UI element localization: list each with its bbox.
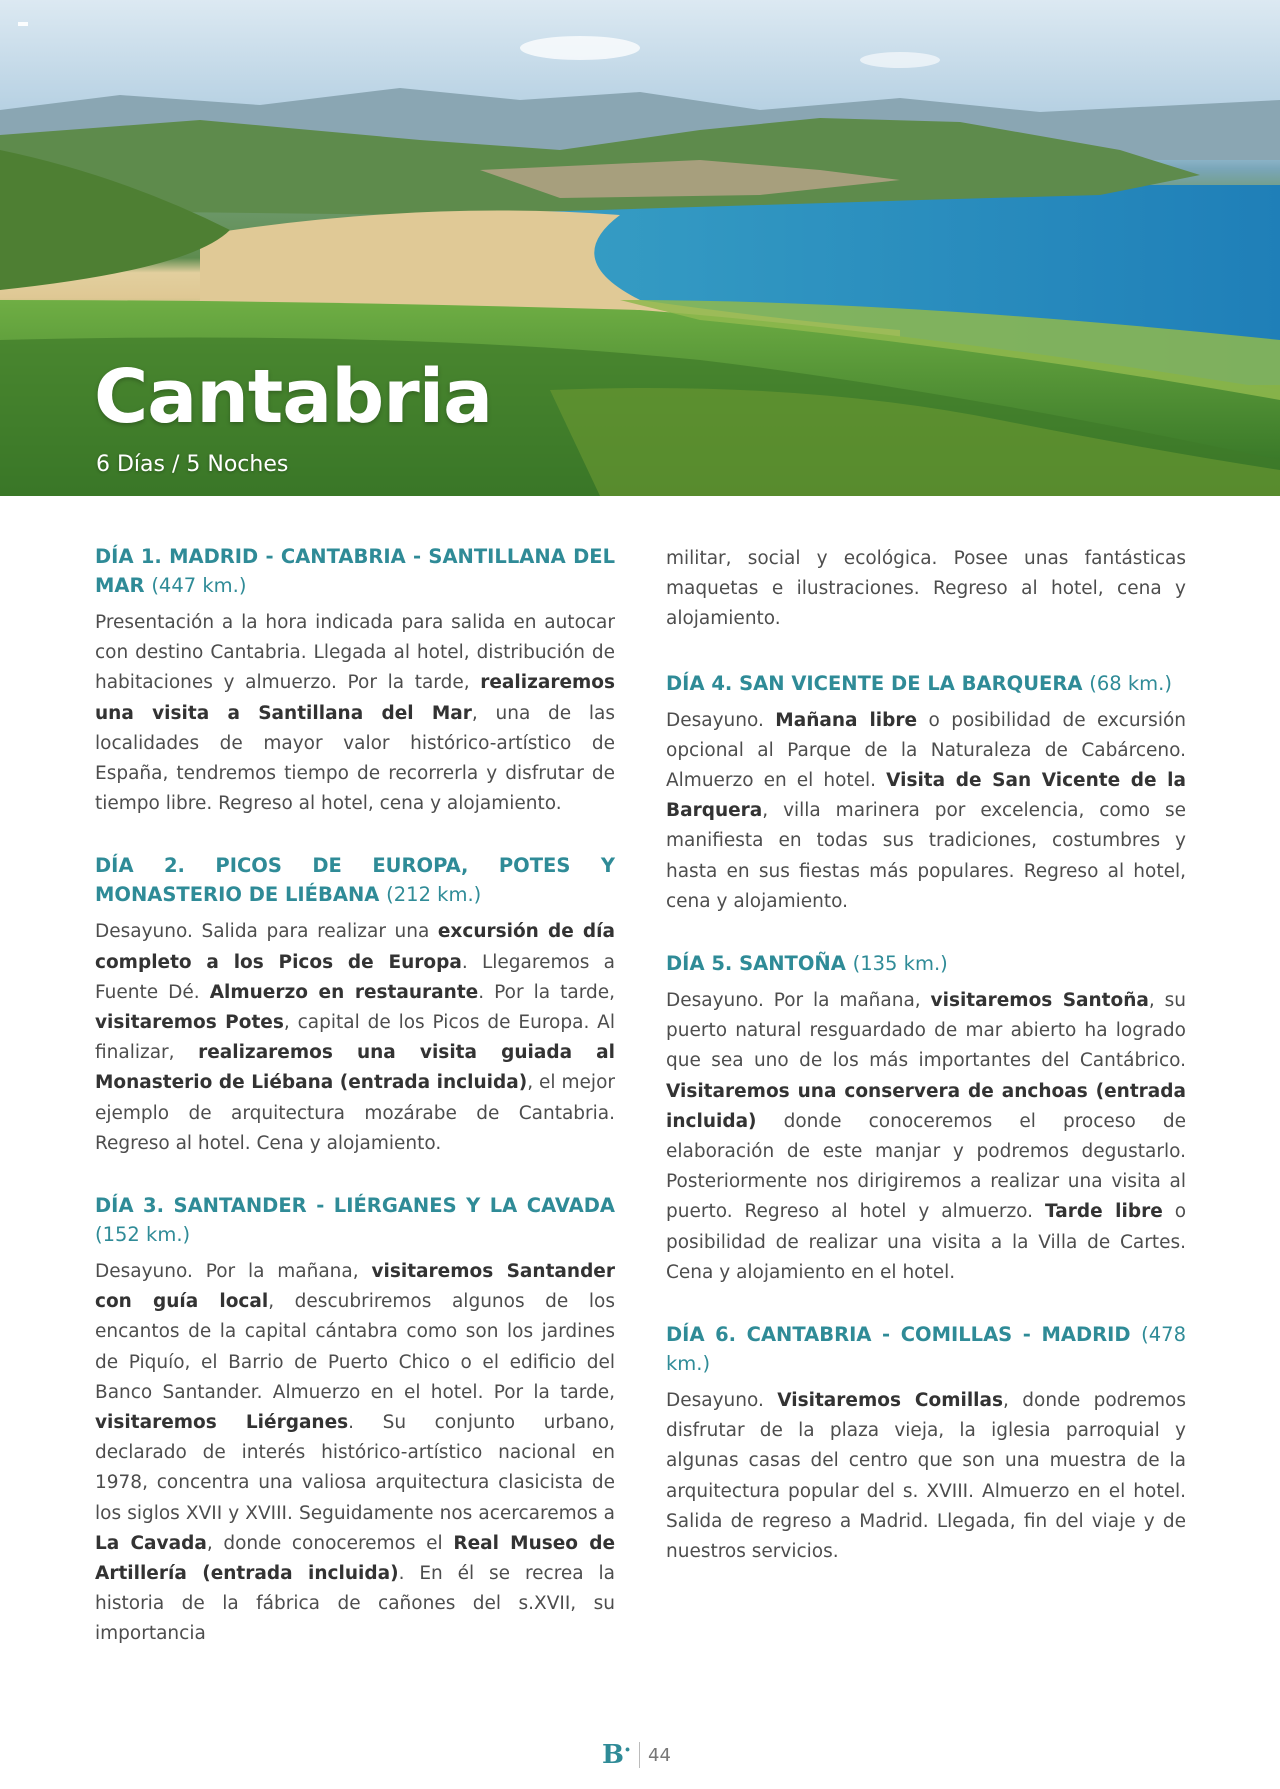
highlighted-text: visitaremos Potes	[95, 1012, 284, 1034]
day-distance: (68 km.)	[1089, 671, 1172, 695]
body-text: militar, social y ecológica. Posee unas fantásticas maquetas e ilustraciones. Regreso al hotel, cena y alojamiento.	[666, 548, 1186, 630]
body-text: o posibilidad de excursión opcional al Parque de la Naturaleza de Cabárceno. Almuerzo en el hotel.	[666, 709, 1186, 792]
highlighted-text: Visitaremos Comillas	[777, 1390, 1004, 1412]
highlighted-text: visitaremos Santoña	[930, 990, 1149, 1012]
day-heading	[666, 669, 1186, 698]
highlighted-text: visitaremos Liérganes	[95, 1412, 349, 1434]
day-5-section	[666, 949, 1186, 1288]
highlighted-text: realizaremos una visita guiada al Monasterio de Liébana (entrada incluida)	[95, 1042, 615, 1094]
day-1-section	[95, 542, 615, 819]
body-text: o posibilidad de realizar una visita a la Villa de Cartes. Cena y alojamiento en el hotel.	[666, 1201, 1187, 1283]
day-heading	[666, 949, 1186, 978]
day-distance: (212 km.)	[386, 883, 482, 907]
footer-divider	[639, 1742, 640, 1768]
day-title: DÍA 5. SANTOÑA	[666, 952, 846, 976]
day-title: DÍA 4. SAN VICENTE DE LA BARQUERA	[666, 671, 1083, 695]
body-text: , el mejor ejemplo de arquitectura mozárabe de Cantabria. Regreso al hotel. Cena y alojamiento.	[95, 1072, 615, 1154]
brand-logo: B•	[602, 1740, 632, 1770]
left-column	[95, 542, 615, 1682]
highlighted-text: excursión de día completo a los Picos de Europa	[95, 921, 615, 973]
body-text: , una de las localidades de mayor valor histórico-artístico de España, tendremos tiempo de recorrerla y disfrutar de tiempo libre. Regreso al hotel, cena y alojamiento.	[95, 702, 615, 815]
body-text: Desayuno.	[666, 709, 776, 731]
day-description	[95, 608, 615, 819]
corner-mark	[18, 22, 28, 26]
body-text: donde conoceremos el proceso de elaboración de este manjar y podremos degustarlo. Posteriormente nos dirigiremos a realizar una visita al puerto. Regreso al hotel y almuerzo.	[666, 1110, 1186, 1223]
day-title: DÍA 1. MADRID - CANTABRIA - SANTILLANA DEL MAR	[95, 545, 615, 597]
day-description	[95, 917, 615, 1159]
day-description-continued	[666, 544, 1186, 635]
day-2-section	[95, 851, 615, 1159]
body-text: . Por la tarde,	[478, 981, 615, 1003]
body-text: , donde podremos disfrutar de la plaza vieja, la iglesia parroquial y algunas casas del centro que son una muestra de la arquitectura popular del s. XVIII. Almuerzo en el hotel. Salida de regreso a Madrid. Llegada, fin del viaje y de nuestros servicios.	[666, 1390, 1186, 1563]
highlighted-text: Almuerzo en restaurante	[209, 981, 479, 1003]
day-title: DÍA 6. CANTABRIA - COMILLAS - MADRID	[666, 1323, 1131, 1347]
highlighted-text: visitaremos Santander con guía local	[95, 1261, 615, 1313]
day-distance: (447 km.)	[151, 574, 247, 597]
page-subtitle: 6 Días / 5 Noches	[96, 452, 289, 477]
day-6-section	[666, 1320, 1186, 1567]
body-text: , descubriremos algunos de los encantos de la capital cántabra como son los jardines de Piquío, el Barrio de Puerto Chico o el edificio del Banco Santander. Almuerzo en el hotel. Por la tarde,	[95, 1291, 615, 1403]
day-distance: (152 km.)	[95, 1223, 191, 1247]
day-title: DÍA 2. PICOS DE EUROPA, POTES Y MONASTERIO DE LIÉBANA	[95, 854, 615, 907]
day-distance: (135 km.)	[852, 952, 948, 976]
highlighted-text: Mañana libre	[775, 709, 918, 731]
highlighted-text: La Cavada	[95, 1532, 207, 1554]
body-text: . Llegaremos a Fuente Dé.	[95, 951, 615, 1003]
hero-photo	[0, 0, 1280, 496]
day-description	[95, 1257, 615, 1650]
day-description	[666, 986, 1186, 1288]
day-title: DÍA 3. SANTANDER - LIÉRGANES Y LA CAVADA	[95, 1194, 615, 1218]
highlighted-text: Tarde libre	[1045, 1201, 1163, 1223]
body-text: Presentación a la hora indicada para salida en autocar con destino Cantabria. Llegada al hotel, distribución de habitaciones y almuerzo. Por la tarde,	[95, 612, 615, 694]
day-description	[666, 1386, 1186, 1567]
highlighted-text: Visitaremos una conservera de anchoas (entrada incluida)	[666, 1080, 1186, 1132]
right-column	[666, 544, 1186, 1599]
page-footer	[602, 1740, 671, 1770]
day-3-section	[95, 1191, 615, 1650]
body-text: Desayuno. Salida para realizar una	[95, 921, 438, 943]
day-heading	[95, 1191, 615, 1249]
highlighted-text: Visita de San Vicente de la Barquera	[666, 770, 1186, 822]
day-heading	[666, 1320, 1186, 1378]
body-text: , donde conoceremos el	[206, 1532, 454, 1554]
day-heading	[95, 851, 615, 909]
day-3-continuation	[666, 544, 1186, 635]
highlighted-text: realizaremos una visita a Santillana del Mar	[95, 672, 615, 724]
body-text: . En él se recrea la historia de la fábrica de cañones del s.XVII, su importancia	[95, 1563, 615, 1645]
day-4-section	[666, 669, 1186, 917]
body-text: Desayuno. Por la mañana,	[666, 990, 931, 1012]
page-title: Cantabria	[94, 354, 492, 440]
body-text: Desayuno. Por la mañana,	[95, 1261, 372, 1283]
day-heading	[95, 542, 615, 600]
page-number: 44	[648, 1744, 671, 1766]
body-text: , su puerto natural resguardado de mar abierto ha logrado que sea uno de los más importantes del Cantábrico.	[666, 990, 1186, 1072]
day-distance: (478 km.)	[666, 1323, 1186, 1376]
highlighted-text: Real Museo de Artillería (entrada incluida)	[95, 1532, 616, 1585]
body-text: Desayuno.	[666, 1390, 778, 1412]
body-text: , villa marinera por excelencia, como se manifiesta en todas sus tradiciones, costumbres y hasta en sus fiestas más populares. Regreso al hotel, cena y alojamiento.	[666, 800, 1186, 912]
day-description	[666, 706, 1186, 917]
body-text: , capital de los Picos de Europa. Al finalizar,	[95, 1012, 615, 1064]
body-text: . Su conjunto urbano, declarado de interés histórico-artístico nacional en 1978, concentra una valiosa arquitectura clasicista de los siglos XVII y XVIII. Seguidamente nos acercaremos a	[95, 1412, 615, 1524]
